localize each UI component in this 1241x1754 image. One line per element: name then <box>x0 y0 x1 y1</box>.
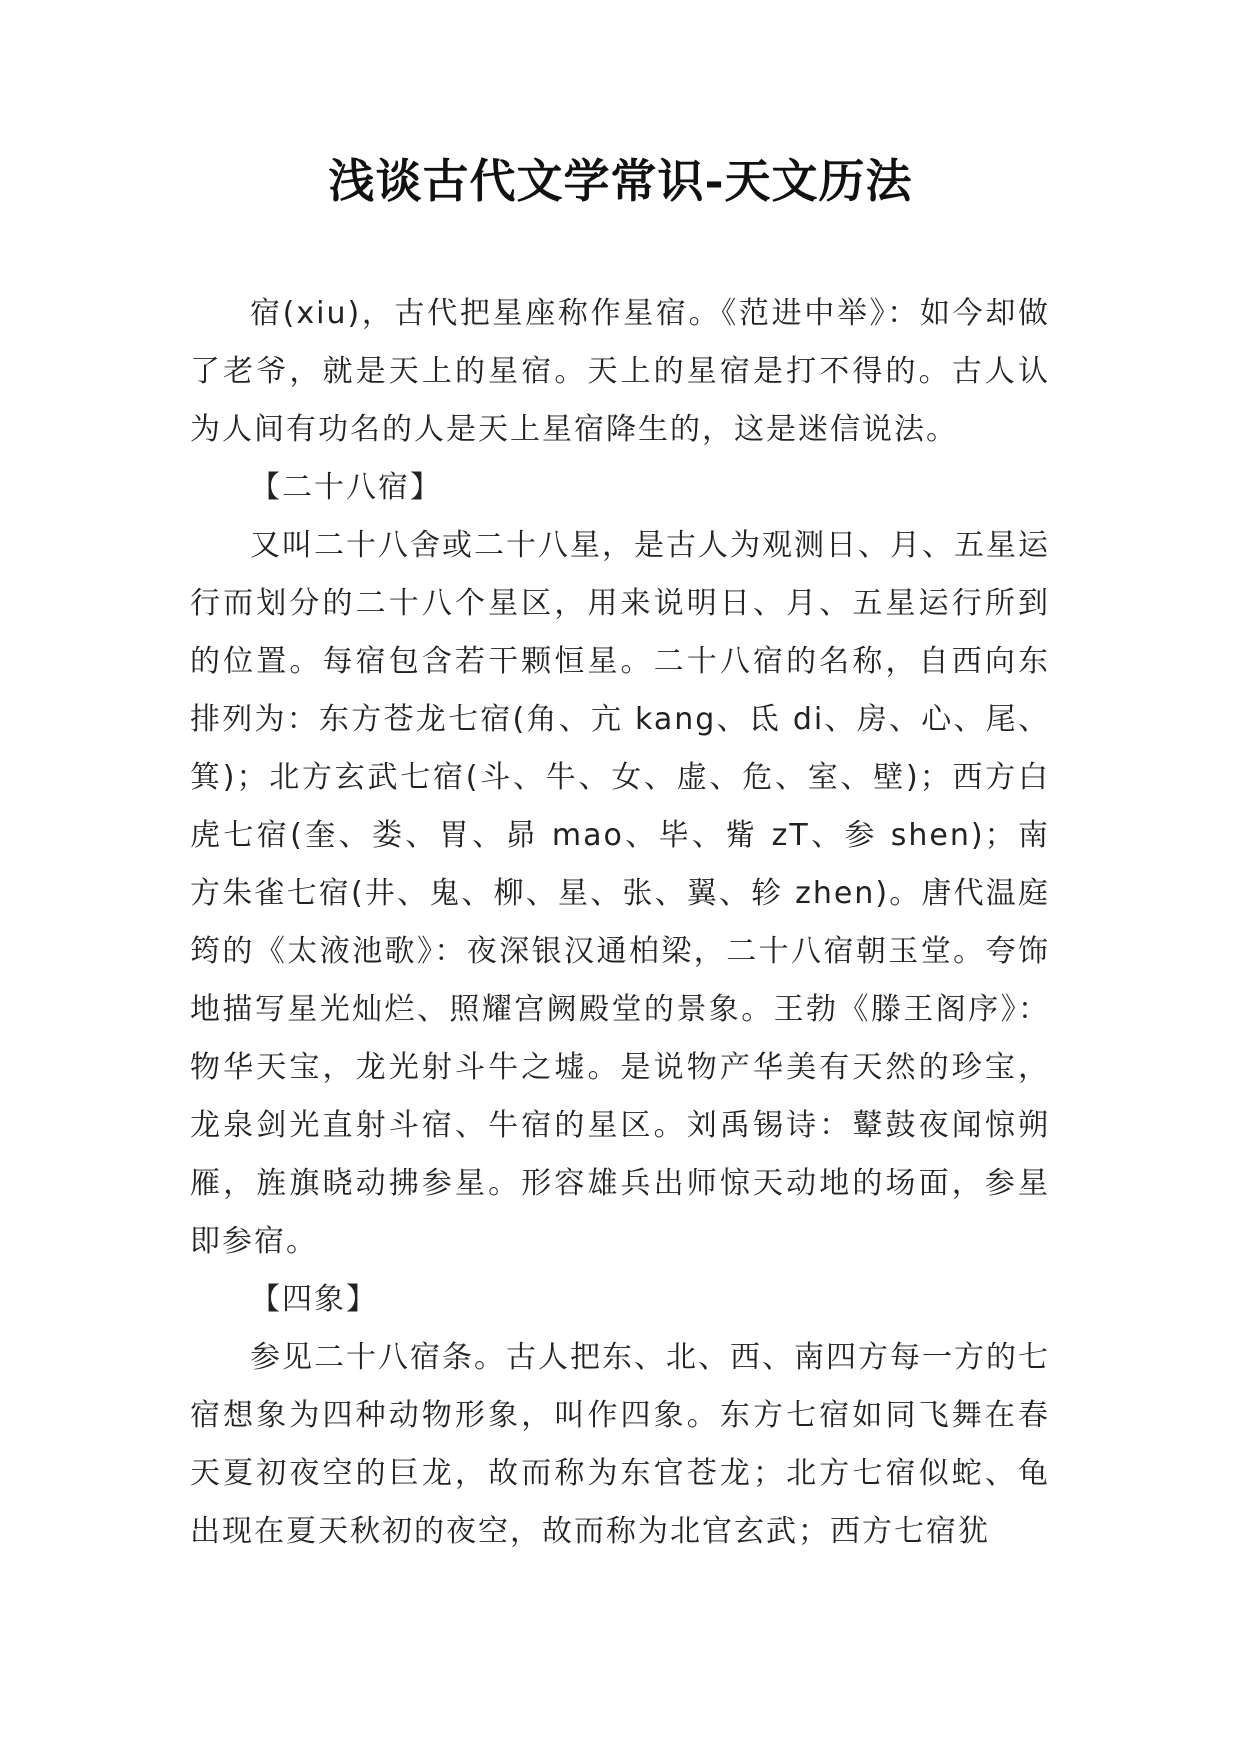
document-body <box>190 285 1050 1561</box>
section-heading-28-xiu: 【二十八宿】 <box>250 470 442 505</box>
section-heading-four-symbols: 【四象】 <box>250 1282 378 1317</box>
document-title: 浅谈古代文学常识-天文历法 <box>328 154 913 208</box>
paragraph-28-xiu: 又叫二十八舍或二十八星，是古人为观测日、月、五星运行而划分的二十八个星区，用来说明日、月、五星运行所到的位置。每宿包含若干颗恒星。二十八宿的名称，自西向东排列为：东方苍龙七宿(角、亢 kang、氐 di、房、心、尾、箕)；北方玄武七宿(斗、牛、女、虚、危、室、壁)；西方白虎七宿(奎、娄、胃、昴 mao、毕、觜 zT、参 shen)；南方朱雀七宿(井、鬼、柳、星、张、翼、轸 zhen)。唐代温庭筠的《太液池歌》：夜深银汉通柏梁，二十八宿朝玉堂。夸饰地描写星光灿烂、照耀宫阙殿堂的景象。王勃《滕王阁序》：物华天宝，龙光射斗牛之墟。是说物产华美有天然的珍宝，龙泉剑光直射斗宿、牛宿的星区。刘禹锡诗：鼙鼓夜闻惊朔雁，旌旗晓动拂参星。形容雄兵出师惊天动地的场面，参星即参宿。 <box>190 528 1050 1259</box>
paragraph-xiu-intro: 宿(xiu)，古代把星座称作星宿。《范进中举》：如今却做了老爷，就是天上的星宿。天上的星宿是打不得的。古人认为人间有功名的人是天上星宿降生的，这是迷信说法。 <box>190 296 1050 447</box>
paragraph-four-symbols: 参见二十八宿条。古人把东、北、西、南四方每一方的七宿想象为四种动物形象，叫作四象。东方七宿如同飞舞在春天夏初夜空的巨龙，故而称为东官苍龙；北方七宿似蛇、龟出现在夏天秋初的夜空，故而称为北官玄武；西方七宿犹 <box>190 1340 1050 1549</box>
